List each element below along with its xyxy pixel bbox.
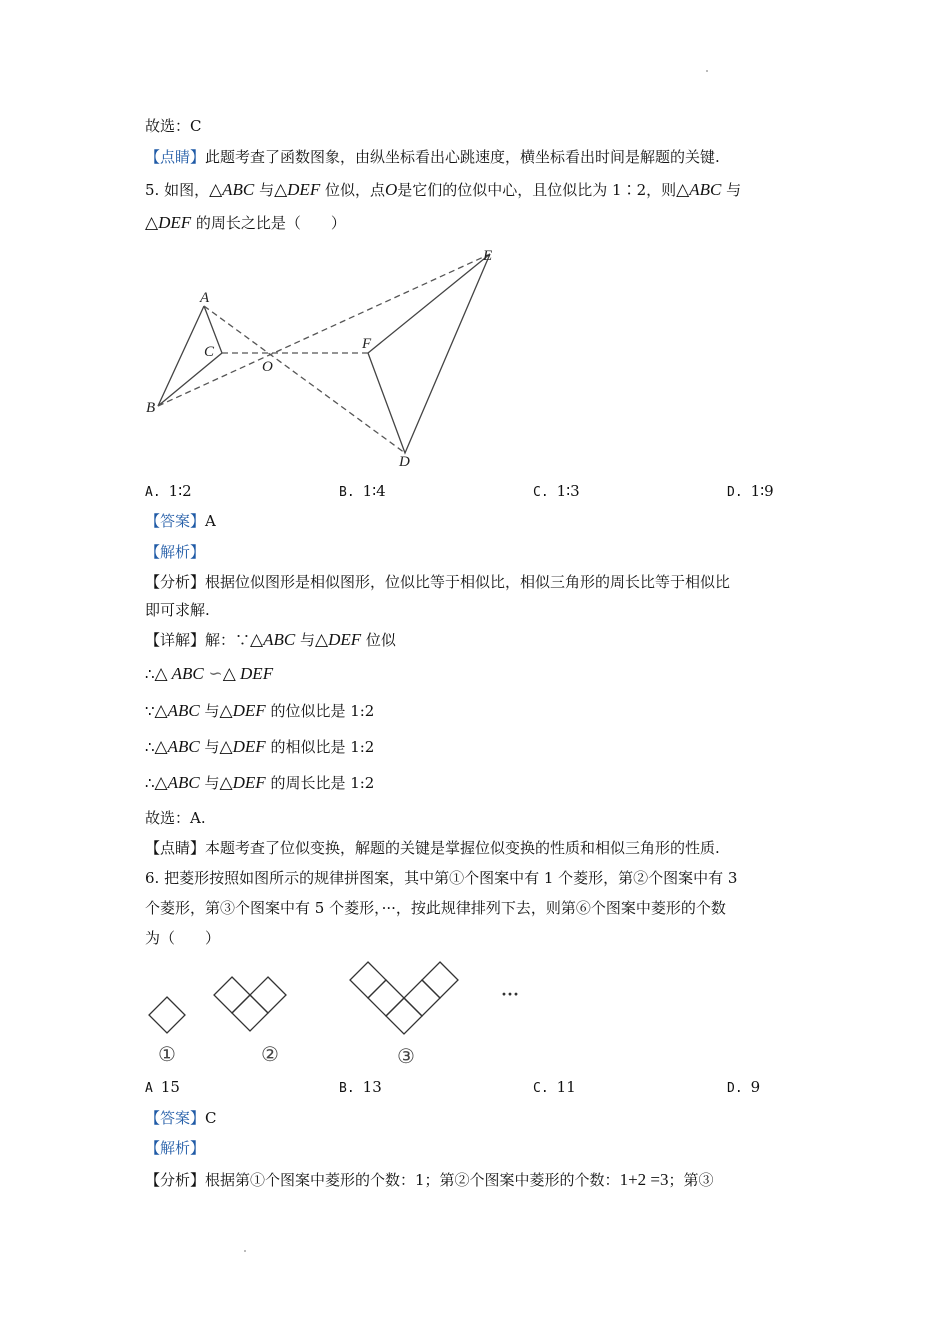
text: ；第③ <box>668 1171 714 1189</box>
q6-option-a[interactable] <box>145 1077 180 1099</box>
triangle-abc: △ABC <box>154 701 200 720</box>
tag: 【解析】 <box>145 543 206 561</box>
pattern-3-rhombus <box>404 980 440 1016</box>
q6-analysis-tag <box>145 1138 205 1158</box>
option-value: 11 <box>556 1078 576 1096</box>
label-c: C <box>204 344 215 360</box>
text: 此题考查了函数图象，由纵坐标看出心跳速度，横坐标看出时间是解题的关键. <box>205 148 720 166</box>
pattern-2-label: ② <box>261 1044 279 1066</box>
pattern-2-rhombus <box>250 977 286 1013</box>
q5-ratio-line1 <box>145 701 374 721</box>
option-value: 15 <box>160 1078 180 1096</box>
text: 与 <box>204 738 220 756</box>
option-value: 9 <box>750 1078 761 1096</box>
tag: 【解析】 <box>145 1139 206 1157</box>
option-key: A <box>145 1081 153 1096</box>
tag: 【答案】 <box>145 512 206 530</box>
ellipsis: ··· <box>500 984 520 1004</box>
option-key: C. <box>533 1081 549 1096</box>
text: 为（ ） <box>145 929 221 947</box>
text: 6. 把菱形按照如图所示的规律拼图案，其中第①个图案中有 1 个菱形，第②个图案中有 3 <box>145 869 738 887</box>
text: 位似，点 <box>324 181 385 199</box>
text: 故选：A. <box>145 809 206 827</box>
text: 本题考查了位似变换，解题的关键是掌握位似变换的性质和相似三角形的性质. <box>205 839 720 857</box>
option-value: 1∶4 <box>362 482 386 500</box>
text: 与 <box>204 702 220 720</box>
pattern-2 <box>214 977 286 1031</box>
q5-option-d[interactable] <box>727 481 774 503</box>
q5-answer <box>145 511 216 531</box>
pattern-3-label: ③ <box>397 1046 415 1068</box>
q5-fenxi-line1 <box>145 572 730 592</box>
q6-figure <box>140 955 540 1070</box>
q5-detail-line <box>145 630 396 650</box>
q5-figure <box>140 240 510 470</box>
text: 个菱形，第③个图案中有 5 个菱形，···，按此规律排列下去，则第⑥个图案中菱形的个数 <box>145 899 726 917</box>
label-b: B <box>146 400 156 416</box>
math-expression: 1+2 =3 <box>619 1170 669 1189</box>
option-key: D. <box>727 485 743 500</box>
pattern-2-rhombus <box>232 995 268 1031</box>
dashed-line-ad <box>204 306 405 453</box>
triangle-abc: △ABC <box>250 630 296 649</box>
tag: 【点睛】 <box>145 839 206 857</box>
answer-value: A <box>205 512 216 530</box>
pattern-3-rhombus <box>386 998 422 1034</box>
triangle-def: △DEF <box>315 630 362 649</box>
text: 是它们的位似中心，且位似比为 1∶2，则 <box>397 181 677 199</box>
pattern-1-rhombus <box>149 997 185 1033</box>
option-key: C. <box>533 485 549 500</box>
triangle-def: △DEF <box>145 213 192 232</box>
q5-option-b[interactable] <box>339 481 386 503</box>
text: 的周长之比是（ ） <box>195 214 346 232</box>
q6-stem-line2 <box>145 898 726 918</box>
triangle-abc: △ABC <box>154 737 200 756</box>
triangle-abc: △ABC <box>154 773 200 792</box>
q5-ratio-line3 <box>145 773 374 793</box>
triangle-abc: △ABC <box>209 180 255 199</box>
tag: 【详解】 <box>145 631 206 649</box>
label-d: D <box>399 454 410 470</box>
q6-option-c[interactable] <box>533 1077 576 1099</box>
label-f: F <box>362 336 372 352</box>
text: 与 <box>300 631 316 649</box>
therefore-symbol: ∴ <box>145 665 155 683</box>
tag: 【答案】 <box>145 1109 206 1127</box>
q5-option-a[interactable] <box>145 481 192 503</box>
label-e: E <box>483 248 493 264</box>
text: 的周长比是 1:2 <box>270 774 375 792</box>
q6-option-b[interactable] <box>339 1077 382 1099</box>
triangle-def: △DEF <box>219 773 266 792</box>
scan-dot <box>706 70 708 72</box>
q6-stem-line1 <box>145 868 737 888</box>
q5-dianjing <box>145 838 720 858</box>
q6-fenxi-line <box>145 1170 714 1190</box>
text: 位似 <box>365 631 396 649</box>
text: 根据第①个图案中菱形的个数：1；第②个图案中菱形的个数： <box>205 1171 620 1189</box>
option-key: B. <box>339 485 355 500</box>
pattern-2-rhombus <box>214 977 250 1013</box>
option-value: 1∶2 <box>168 482 192 500</box>
q6-answer <box>145 1108 217 1128</box>
point-o: O <box>385 180 398 199</box>
q5-fenxi-line2 <box>145 600 210 620</box>
text: 解：∵ <box>205 631 251 649</box>
because-symbol: ∵ <box>145 702 155 720</box>
q6-stem-line3 <box>145 928 220 948</box>
q5-analysis-tag <box>145 542 205 562</box>
text: 故选：C <box>145 117 202 135</box>
tag: 【点睛】 <box>145 148 206 166</box>
tag: 【分析】 <box>145 573 206 591</box>
text: 与 <box>259 181 275 199</box>
text: 与 <box>726 181 742 199</box>
q6-option-d[interactable] <box>727 1077 760 1099</box>
option-key: A. <box>145 485 161 500</box>
option-value: 1∶3 <box>556 482 580 500</box>
triangle-def: △DEF <box>219 701 266 720</box>
dianjing-line <box>145 147 720 167</box>
option-value: 13 <box>362 1078 382 1096</box>
text: 的位似比是 1:2 <box>270 702 375 720</box>
label-o: O <box>262 359 273 375</box>
text: 与 <box>204 774 220 792</box>
q5-ratio-line2 <box>145 737 374 757</box>
scan-dot <box>244 1250 246 1252</box>
text: 根据位似图形是相似图形，位似比等于相似比，相似三角形的周长比等于相似比 <box>205 573 731 591</box>
pattern-3 <box>350 962 458 1034</box>
text: 的相似比是 1:2 <box>270 738 375 756</box>
choice-line <box>145 116 201 136</box>
therefore-symbol: ∴ <box>145 774 155 792</box>
text: 5. 如图， <box>145 181 210 199</box>
therefore-symbol: ∴ <box>145 738 155 756</box>
pattern-1-label: ① <box>158 1044 176 1066</box>
dashed-line-be <box>158 254 490 406</box>
triangle-abc: △ ABC <box>154 664 204 683</box>
triangle-def-shape <box>368 254 490 453</box>
triangle-def: △DEF <box>219 737 266 756</box>
q5-option-c[interactable] <box>533 481 580 503</box>
label-a: A <box>200 290 210 306</box>
option-key: B. <box>339 1081 355 1096</box>
q5-choose <box>145 808 206 828</box>
triangle-abc: △ABC <box>676 180 722 199</box>
q5-similar-line <box>145 664 273 684</box>
pattern-3-rhombus <box>350 962 386 998</box>
q5-stem-line2 <box>145 213 346 233</box>
q5-stem-line1 <box>145 180 741 200</box>
similar-symbol: ∽ <box>208 664 223 683</box>
triangle-def: △DEF <box>274 180 321 199</box>
answer-value: C <box>205 1109 217 1127</box>
pattern-3-rhombus <box>422 962 458 998</box>
tag: 【分析】 <box>145 1171 206 1189</box>
option-key: D. <box>727 1081 743 1096</box>
pattern-3-rhombus <box>368 980 404 1016</box>
text: 即可求解. <box>145 601 210 619</box>
option-value: 1∶9 <box>750 482 774 500</box>
triangle-def: △ DEF <box>222 664 274 683</box>
